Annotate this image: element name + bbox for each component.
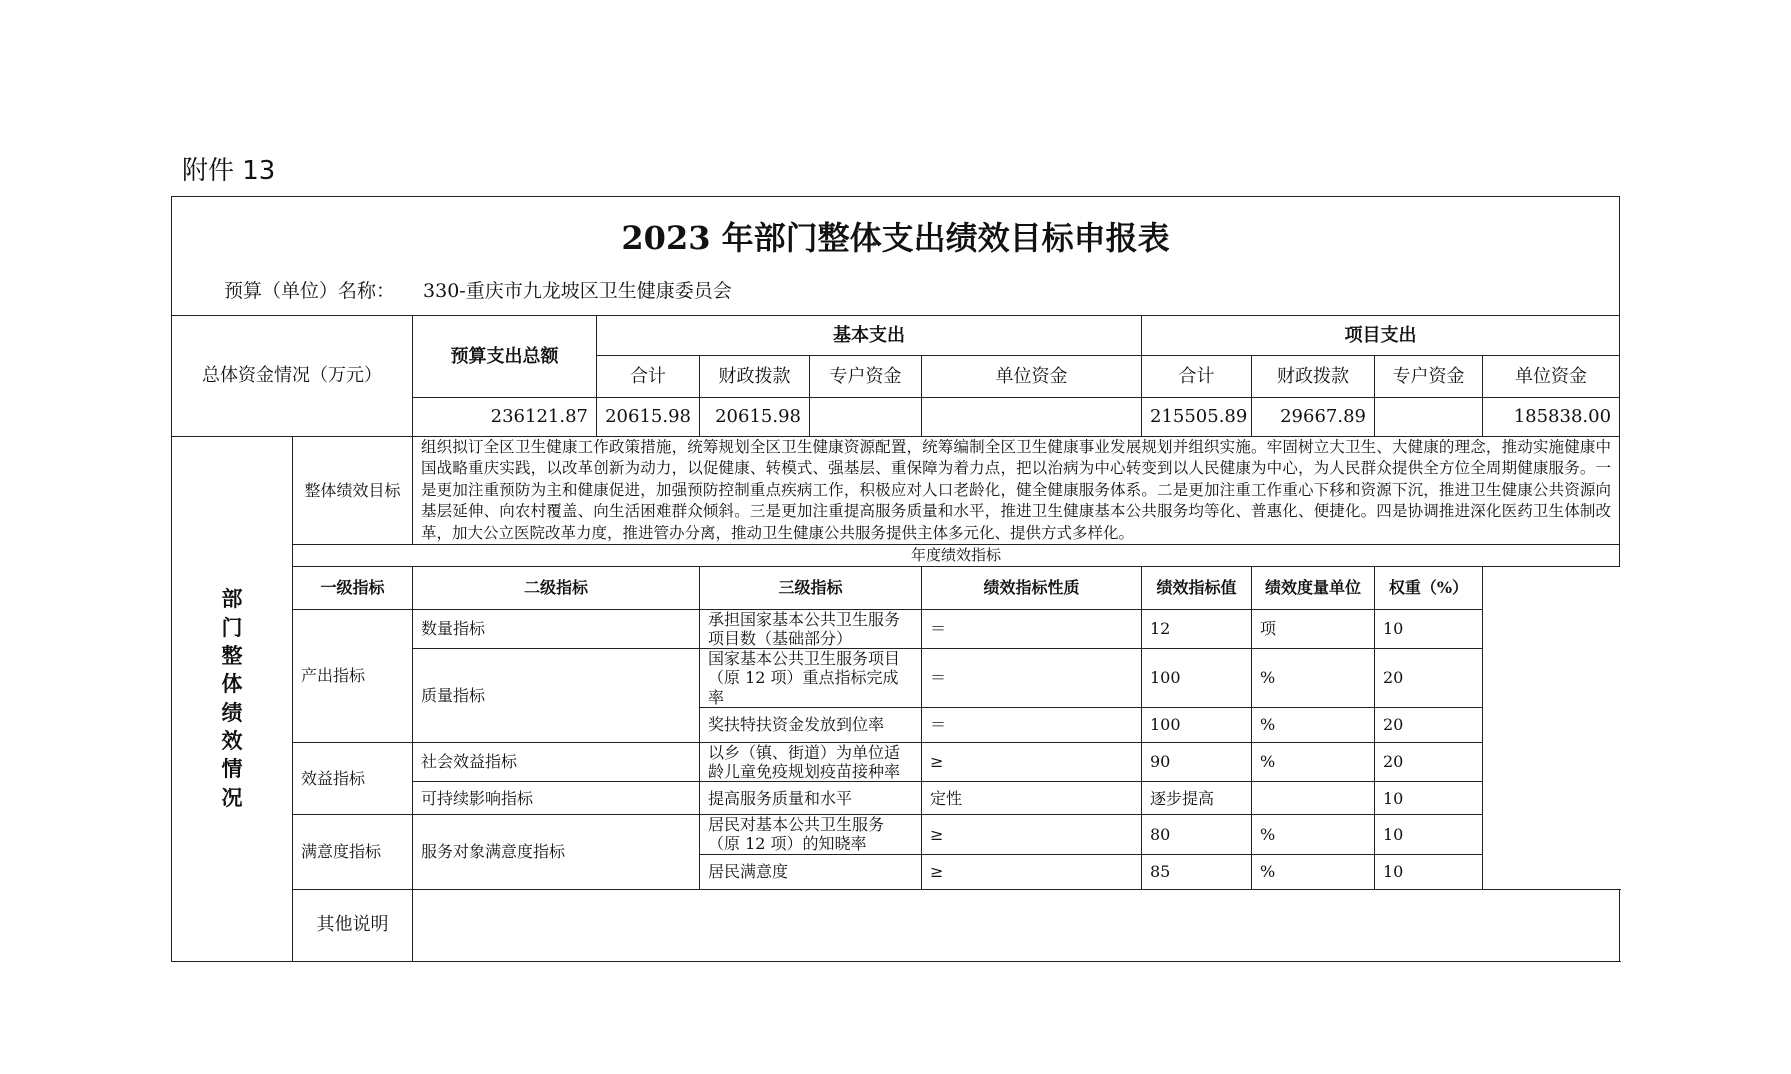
value-cell: 逐步提高 bbox=[1142, 782, 1252, 815]
budget-unit-value: 330-重庆市九龙坡区卫生健康委员会 bbox=[423, 279, 732, 302]
level2-quantity: 数量指标 bbox=[413, 609, 700, 648]
annual-indicators-label: 年度绩效指标 bbox=[293, 544, 1620, 566]
value-cell: 12 bbox=[1142, 609, 1252, 648]
weight-cell: 20 bbox=[1375, 742, 1483, 781]
unit-header: 绩效度量单位 bbox=[1252, 566, 1375, 609]
level3-cell: 承担国家基本公共卫生服务项目数（基础部分） bbox=[700, 609, 922, 648]
project-unit-value: 185838.00 bbox=[1483, 398, 1620, 437]
basic-unit-header: 单位资金 bbox=[922, 356, 1142, 398]
nature-cell: ＝ bbox=[922, 609, 1142, 648]
group-benefit: 效益指标 bbox=[293, 742, 413, 814]
unit-cell: % bbox=[1252, 649, 1375, 708]
basic-fiscal-header: 财政拨款 bbox=[700, 356, 810, 398]
weight-cell: 20 bbox=[1375, 649, 1483, 708]
level2-quality: 质量指标 bbox=[413, 649, 700, 743]
weight-cell: 10 bbox=[1375, 782, 1483, 815]
value-header: 绩效指标值 bbox=[1142, 566, 1252, 609]
level2-header: 二级指标 bbox=[413, 566, 700, 609]
form-table bbox=[171, 196, 1620, 962]
project-expense-header: 项目支出 bbox=[1142, 316, 1620, 356]
project-special-value bbox=[1375, 398, 1483, 437]
overall-goal-text: 组织拟订全区卫生健康工作政策措施，统筹规划全区卫生健康资源配置，统筹编制全区卫生健康事业发展规划并组织实施。牢固树立大卫生、大健康的理念，推动实施健康中国战略重庆实践，以改革创新为动力，以促健康、转模式、强基层、重保障为着力点，把以治病为中心转变到以人民健康为中心，为人民群众提供全方位全周期健康服务。一是更加注重预防为主和健康促进，加强预防控制重点疾病工作，积极应对人口老龄化，健全健康服务体系。二是更加注重工作重心下移和资源下沉，推进卫生健康公共资源向基层延伸、向农村覆盖、向生活困难群众倾斜。三是更加注重提高服务质量和水平，推进卫生健康基本公共服务均等化、普惠化、便捷化。四是协调推进深化医药卫生体制改革，加大公立医院改革力度，推进管办分离，推动卫生健康公共服务提供主体多元化、提供方式多样化。 bbox=[413, 437, 1620, 545]
basic-total-value: 20615.98 bbox=[597, 398, 700, 437]
attachment-label: 附件 13 bbox=[182, 156, 276, 186]
weight-cell: 10 bbox=[1375, 609, 1483, 648]
basic-special-value bbox=[810, 398, 922, 437]
nature-cell: ≥ bbox=[922, 815, 1142, 854]
project-total-header: 合计 bbox=[1142, 356, 1252, 398]
section-char: 绩 bbox=[221, 699, 243, 725]
nature-cell: ＝ bbox=[922, 649, 1142, 708]
unit-cell: 项 bbox=[1252, 609, 1375, 648]
level2-social: 社会效益指标 bbox=[413, 742, 700, 781]
unit-cell: % bbox=[1252, 815, 1375, 854]
overall-goal-label: 整体绩效目标 bbox=[293, 437, 413, 545]
section-char: 效 bbox=[221, 728, 243, 754]
value-cell: 100 bbox=[1142, 649, 1252, 708]
level3-cell: 居民对基本公共卫生服务（原 12 项）的知晓率 bbox=[700, 815, 922, 854]
nature-cell: ≥ bbox=[922, 854, 1142, 889]
basic-unit-value bbox=[922, 398, 1142, 437]
level3-cell: 提高服务质量和水平 bbox=[700, 782, 922, 815]
level3-cell: 国家基本公共卫生服务项目（原 12 项）重点指标完成率 bbox=[700, 649, 922, 708]
project-fiscal-header: 财政拨款 bbox=[1252, 356, 1375, 398]
performance-form bbox=[171, 196, 1619, 934]
section-char: 部 bbox=[221, 586, 243, 612]
project-unit-header: 单位资金 bbox=[1483, 356, 1620, 398]
level3-cell: 居民满意度 bbox=[700, 854, 922, 889]
section-char: 情 bbox=[221, 756, 243, 782]
basic-special-header: 专户资金 bbox=[810, 356, 922, 398]
level3-cell: 以乡（镇、街道）为单位适龄儿童免疫规划疫苗接种率 bbox=[700, 742, 922, 781]
other-notes-value bbox=[413, 889, 1620, 961]
funds-row-label: 总体资金情况（万元） bbox=[172, 316, 413, 437]
nature-cell: ≥ bbox=[922, 742, 1142, 781]
section-char: 体 bbox=[221, 671, 243, 697]
group-satisfaction: 满意度指标 bbox=[293, 815, 413, 889]
group-output: 产出指标 bbox=[293, 609, 413, 742]
unit-cell: % bbox=[1252, 854, 1375, 889]
value-cell: 90 bbox=[1142, 742, 1252, 781]
page-title: 2023 年部门整体支出绩效目标申报表 bbox=[621, 219, 1170, 258]
unit-cell: % bbox=[1252, 742, 1375, 781]
level3-cell: 奖扶特扶资金发放到位率 bbox=[700, 707, 922, 742]
nature-header: 绩效指标性质 bbox=[922, 566, 1142, 609]
section-char: 整 bbox=[221, 643, 243, 669]
project-fiscal-value: 29667.89 bbox=[1252, 398, 1375, 437]
weight-cell: 20 bbox=[1375, 707, 1483, 742]
level2-sustain: 可持续影响指标 bbox=[413, 782, 700, 815]
unit-cell: % bbox=[1252, 707, 1375, 742]
project-special-header: 专户资金 bbox=[1375, 356, 1483, 398]
level1-header: 一级指标 bbox=[293, 566, 413, 609]
basic-fiscal-value: 20615.98 bbox=[700, 398, 810, 437]
value-cell: 85 bbox=[1142, 854, 1252, 889]
project-total-value: 215505.89 bbox=[1142, 398, 1252, 437]
basic-expense-header: 基本支出 bbox=[597, 316, 1142, 356]
total-budget-header: 预算支出总额 bbox=[413, 316, 597, 398]
basic-total-header: 合计 bbox=[597, 356, 700, 398]
total-budget-value: 236121.87 bbox=[413, 398, 597, 437]
other-notes-label: 其他说明 bbox=[293, 889, 413, 961]
weight-cell: 10 bbox=[1375, 815, 1483, 854]
form-header bbox=[172, 197, 1620, 316]
budget-unit-label: 预算（单位）名称： bbox=[224, 279, 396, 302]
value-cell: 100 bbox=[1142, 707, 1252, 742]
nature-cell: 定性 bbox=[922, 782, 1142, 815]
performance-section-label bbox=[172, 437, 293, 962]
section-char: 况 bbox=[221, 784, 243, 810]
section-char: 门 bbox=[221, 614, 243, 640]
level3-header: 三级指标 bbox=[700, 566, 922, 609]
budget-unit-line bbox=[172, 258, 1619, 303]
weight-cell: 10 bbox=[1375, 854, 1483, 889]
weight-header: 权重（%） bbox=[1375, 566, 1483, 609]
value-cell: 80 bbox=[1142, 815, 1252, 854]
level2-service: 服务对象满意度指标 bbox=[413, 815, 700, 889]
unit-cell bbox=[1252, 782, 1375, 815]
nature-cell: ＝ bbox=[922, 707, 1142, 742]
